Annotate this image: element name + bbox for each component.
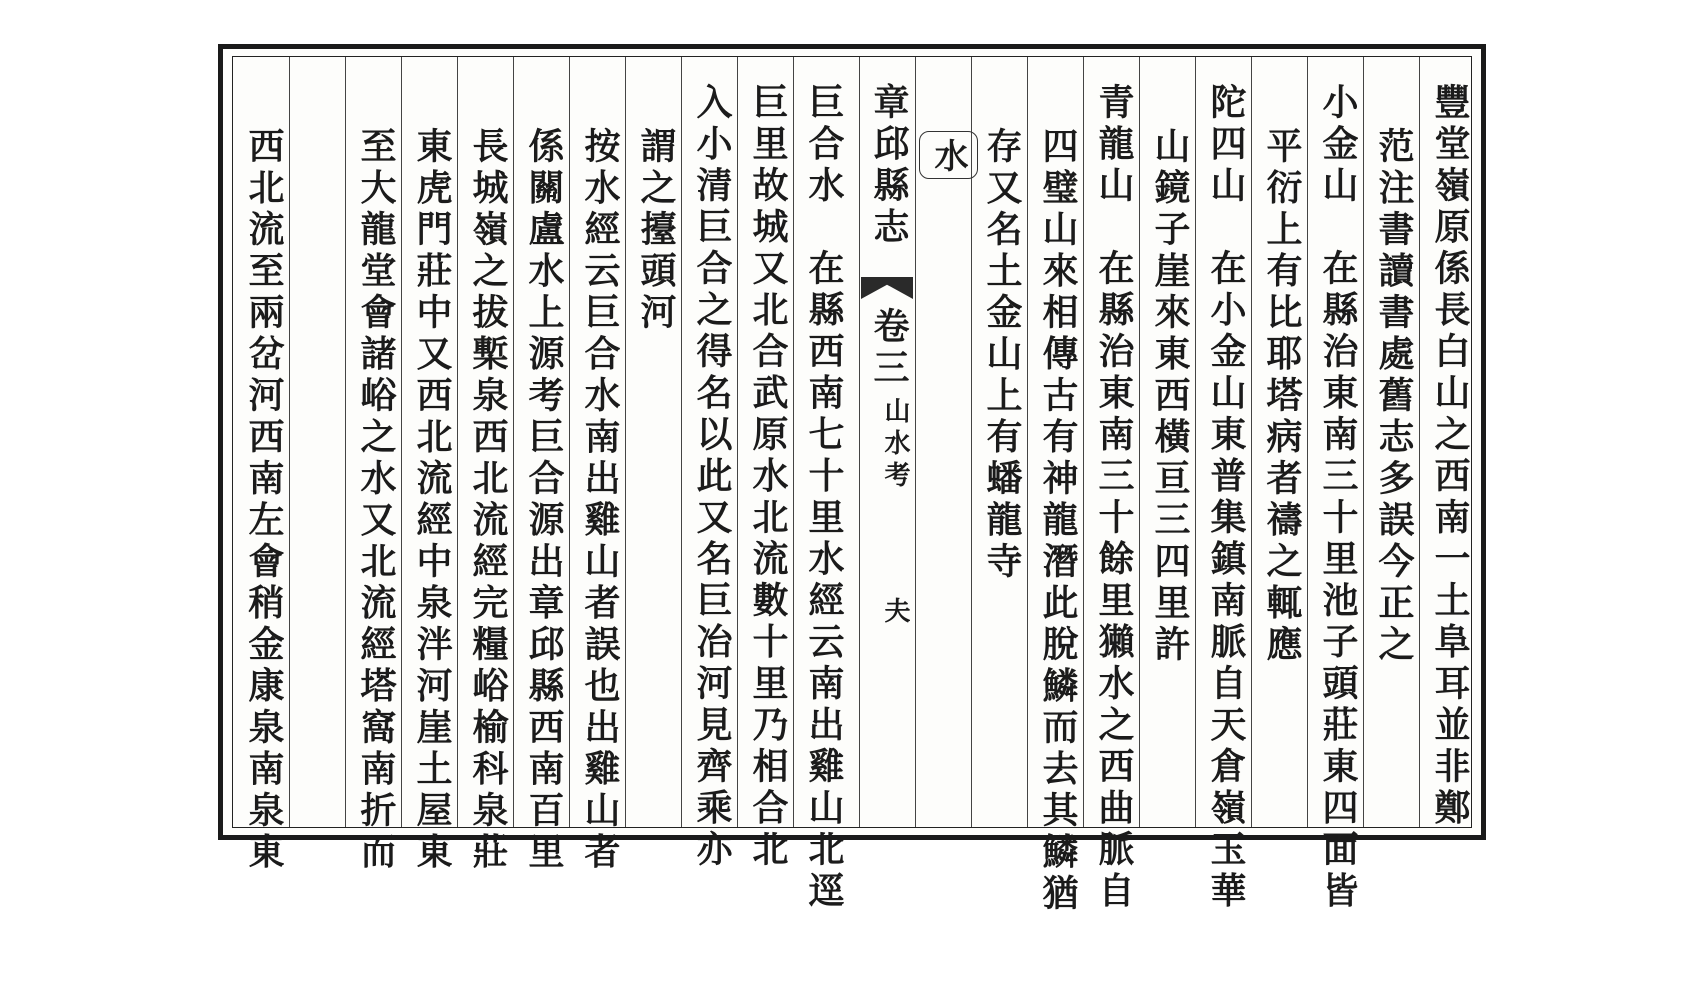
text-column: 西北流至兩岔河西南左會稍金康泉南泉東 <box>243 127 285 874</box>
center-fold-column <box>859 57 915 827</box>
text-column: 巨里故城又北合武原水北流數十里乃相合北 <box>747 83 789 872</box>
column-rule <box>513 57 514 827</box>
column-rule <box>401 57 402 827</box>
book-page <box>218 44 1486 916</box>
text-column: 按水經云巨合水南出雞山者誤也出雞山者 <box>579 127 621 874</box>
column-rule <box>1139 57 1140 827</box>
text-column: 范注書讀書處舊志多誤今正之 <box>1373 127 1415 667</box>
column-rule <box>569 57 570 827</box>
column-rule <box>793 57 794 827</box>
text-column: 青龍山 在縣治東南三十餘里獺水之西曲脈自 <box>1093 83 1135 913</box>
text-column: 東虎門莊中又西北流經中泉泮河崖土屋東 <box>411 127 453 874</box>
text-column: 四璧山來相傳古有神龍潛此脫鱗而去其鱗猶 <box>1037 127 1079 916</box>
column-rule <box>1195 57 1196 827</box>
column-rule <box>289 57 290 827</box>
column-rule <box>457 57 458 827</box>
text-column: 長城嶺之拔槧泉西北流經完糧峪榆科泉莊 <box>467 127 509 874</box>
text-column: 陀四山 在小金山東普集鎮南脈自天倉嶺玉華 <box>1205 83 1247 913</box>
text-column: 小金山 在縣治東南三十里池子頭莊東四面皆 <box>1317 83 1359 913</box>
text-column: 巨合水 在縣西南七十里水經云南出雞山北逕 <box>803 83 845 913</box>
text-column: 豐堂嶺原係長白山之西南一土阜耳並非鄭 <box>1429 83 1471 830</box>
column-rule <box>1083 57 1084 827</box>
book-title: 章邱縣志 <box>868 83 910 249</box>
text-column: 平衍上有比耶塔病者禱之輒應 <box>1261 127 1303 667</box>
column-rule <box>625 57 626 827</box>
text-column: 係關盧水上源考巨合源出章邱縣西南百里 <box>523 127 565 874</box>
column-rule <box>1363 57 1364 827</box>
column-rule <box>1251 57 1252 827</box>
text-column: 至大龍堂會諸峪之水又北流經塔窩南折而 <box>355 127 397 874</box>
section-heading-water: 水 <box>919 131 978 179</box>
text-column: 山鏡子崖來東西橫亘三四里許 <box>1149 127 1191 667</box>
text-column: 謂之擡頭河 <box>635 127 677 335</box>
text-column: 入小清巨合之得名以此又名巨冶河見齊乘亦 <box>691 83 733 872</box>
column-rule <box>1307 57 1308 827</box>
text-frame <box>232 56 1472 916</box>
column-rule <box>1027 57 1028 827</box>
section-label: 山水考 <box>880 397 910 493</box>
volume-label: 卷三 <box>868 307 910 390</box>
column-rule <box>737 57 738 827</box>
text-column: 存又名土金山上有蟠龍寺 <box>981 127 1023 584</box>
fishtail-mark <box>861 277 913 299</box>
column-rule <box>681 57 682 827</box>
column-rule <box>345 57 346 827</box>
column-rule <box>1419 57 1420 827</box>
page-number: 夫 <box>880 597 910 629</box>
